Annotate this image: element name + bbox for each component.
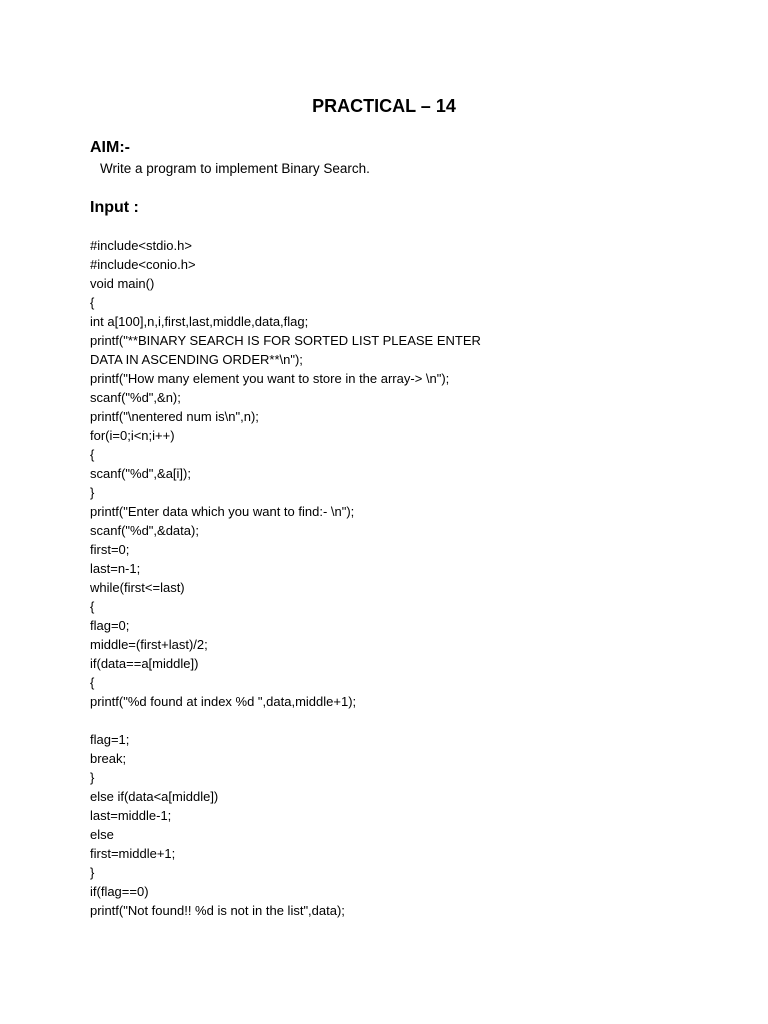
- code-line: flag=1;: [90, 732, 130, 747]
- code-line: break;: [90, 751, 127, 766]
- code-line: #include<conio.h>: [90, 257, 196, 272]
- code-line: printf("%d found at index %d ",data,middle+1);: [90, 694, 357, 709]
- code-line: }: [90, 865, 95, 880]
- page-title: PRACTICAL – 14: [312, 96, 456, 116]
- code-line: DATA IN ASCENDING ORDER**\n");: [90, 352, 303, 367]
- code-line: middle=(first+last)/2;: [90, 637, 208, 652]
- code-line: int a[100],n,i,first,last,middle,data,flag;: [90, 314, 309, 329]
- code-line: #include<stdio.h>: [90, 238, 192, 253]
- code-line: printf("\nentered num is\n",n);: [90, 409, 259, 424]
- code-line: }: [90, 485, 95, 500]
- code-line: printf("Not found!! %d is not in the list",data);: [90, 903, 345, 918]
- code-line: }: [90, 770, 95, 785]
- code-line: scanf("%d",&n);: [90, 390, 181, 405]
- code-line: else: [90, 827, 114, 842]
- code-line: flag=0;: [90, 618, 130, 633]
- aim-text: Write a program to implement Binary Search.: [100, 161, 370, 176]
- code-line: while(first<=last): [90, 580, 185, 595]
- input-heading: Input :: [90, 199, 139, 216]
- code-line: {: [90, 675, 95, 690]
- code-line: {: [90, 599, 95, 614]
- code-line: else if(data<a[middle]): [90, 789, 219, 804]
- code-line: if(data==a[middle]): [90, 656, 199, 671]
- code-line: void main(): [90, 276, 155, 291]
- code-line: last=n-1;: [90, 561, 141, 576]
- aim-heading: AIM:-: [90, 139, 130, 156]
- code-line: printf("**BINARY SEARCH IS FOR SORTED LIST PLEASE ENTER: [90, 333, 481, 348]
- code-line: [90, 711, 481, 730]
- code-line: for(i=0;i<n;i++): [90, 428, 175, 443]
- code-line: first=0;: [90, 542, 130, 557]
- code-line: scanf("%d",&data);: [90, 523, 199, 538]
- code-line: {: [90, 295, 95, 310]
- code-line: printf("Enter data which you want to find:- \n");: [90, 504, 355, 519]
- code-block: [90, 236, 481, 920]
- code-line: if(flag==0): [90, 884, 149, 899]
- code-line: scanf("%d",&a[i]);: [90, 466, 191, 481]
- code-line: printf("How many element you want to store in the array-> \n");: [90, 371, 450, 386]
- code-line: last=middle-1;: [90, 808, 172, 823]
- code-line: first=middle+1;: [90, 846, 176, 861]
- code-line: {: [90, 447, 95, 462]
